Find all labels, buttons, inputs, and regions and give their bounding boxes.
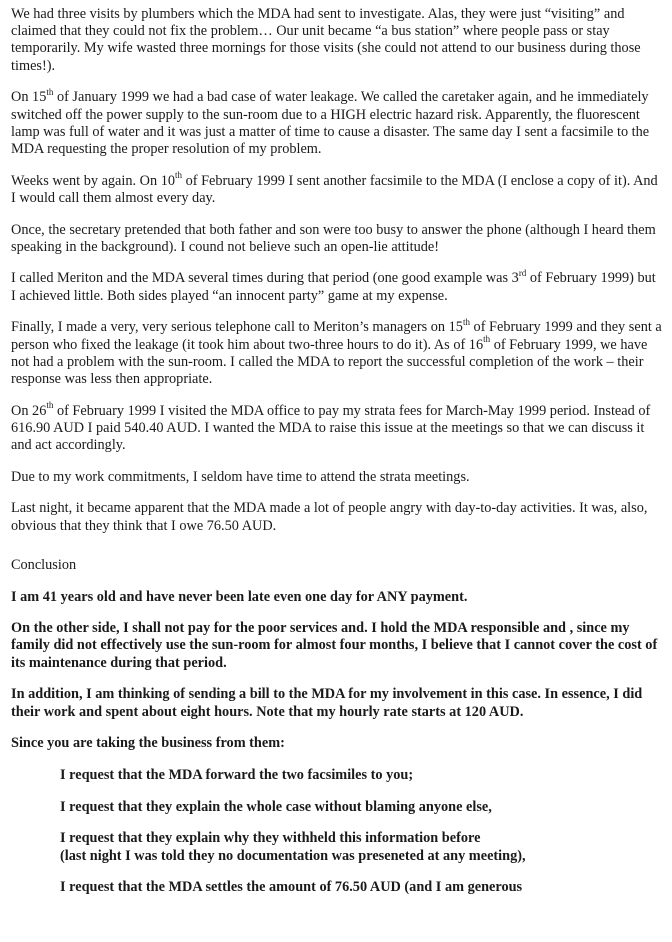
paragraph-leak-fixed: Finally, I made a very, very serious telephone call to Meriton’s managers on 15th of February 1999 and they sent a person who fixed the leakage (it took him about two-three hours to do it). As of 16th of February 1999, we have not had a problem with the sun-room. I called the MDA to report the successful completion of the work – their response was less then appropriate. <box>11 316 662 387</box>
conclusion-heading: Conclusion <box>11 556 77 573</box>
request-settle-amount: I request that the MDA settles the amount of 76.50 AUD (and I am generous <box>60 879 523 896</box>
conclusion-intro: Since you are taking the business from them: <box>11 735 285 752</box>
conclusion-responsibility: On the other side, I shall not pay for the poor services and. I hold the MDA responsible and , since my family did not effectively use the sun-room for almost four months, I believe that I cannot cover the cost of its maintenance during that period. <box>11 620 658 671</box>
conclusion-bill: In addition, I am thinking of sending a bill to the MDA for my involvement in this case. In essence, I did their work and spent about eight hours. Note that my hourly rate starts at 120 AUD. <box>11 686 643 720</box>
request-explain-withheld: I request that they explain why they withheld this information before (last night I was told they no documentation was preseneted at any meeting), <box>60 830 526 864</box>
paragraph-second-facsimile: Weeks went by again. On 10th of February 1999 I sent another facsimile to the MDA (I enclose a copy of it). And I would call them almost every day. <box>11 169 658 206</box>
paragraph-called-meriton: I called Meriton and the MDA several times during that period (one good example was 3rd of February 1999) but I achieved little. Both sides played “an innocent party” game at my expense. <box>11 267 656 304</box>
conclusion-age-statement: I am 41 years old and have never been late even one day for ANY payment. <box>11 588 468 605</box>
paragraph-work-commitments: Due to my work commitments, I seldom have time to attend the strata meetings. <box>11 468 470 485</box>
paragraph-strata-fees: On 26th of February 1999 I visited the MDA office to pay my strata fees for March-May 1999 period. Instead of 616.90 AUD I paid 540.40 AUD. I wanted the MDA to raise this issue at the meetings so that we can discuss it and act accordingly. <box>11 399 651 454</box>
request-explain-case: I request that they explain the whole case without blaming anyone else, <box>60 798 492 815</box>
paragraph-secretary: Once, the secretary pretended that both father and son were too busy to answer the phone (although I heard them speaking in the background). I cound not believe such an open-lie attitude! <box>11 221 656 255</box>
paragraph-water-leakage: On 15th of January 1999 we had a bad case of water leakage. We called the caretaker again, and he immediately switched off the power supply to the sun-room due to a HIGH electric hazard risk. Apparently, the fluorescent lamp was full of water and it was just a matter of time to cause a disaster. The same day I sent a facsimile to the MDA requesting the proper resolution of my problem. <box>11 86 650 157</box>
paragraph-plumber-visits: We had three visits by plumbers which the MDA had sent to investigate. Alas, they were just “visiting” and claimed that they could not fix the problem… Our unit became “a bus station” where people pass or stay temporarily. My wife wasted three mornings for those visits (she could not attend to our business during those times!). <box>11 6 641 74</box>
paragraph-last-night: Last night, it became apparent that the MDA made a lot of people angry with day-to-day activities. It was, also, obvious that they think that I owe 76.50 AUD. <box>11 500 648 534</box>
request-forward-facsimiles: I request that the MDA forward the two facsimiles to you; <box>60 767 414 783</box>
